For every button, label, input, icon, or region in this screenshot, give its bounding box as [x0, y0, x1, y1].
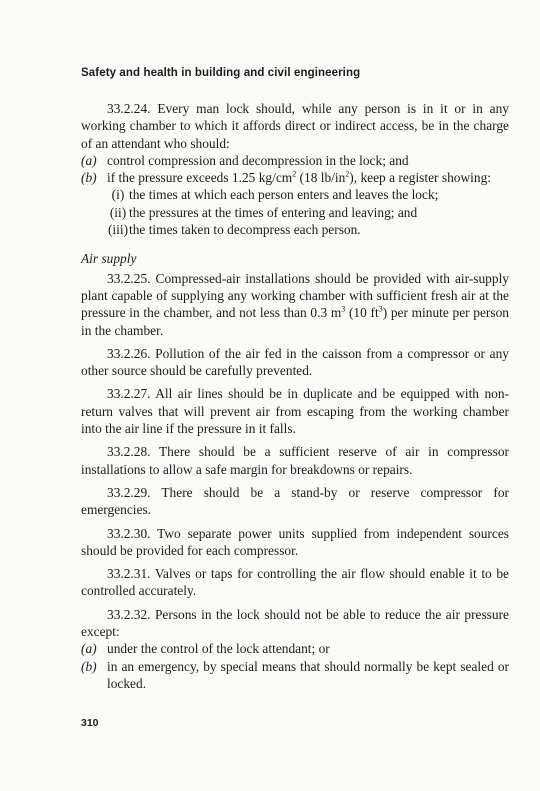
superscript: 2 — [292, 169, 297, 179]
list-item-text: (18 lb/in — [296, 170, 346, 186]
superscript: 3 — [341, 304, 346, 314]
paragraph-33-2-26: 33.2.26. Pollution of the air fed in the caisson from a compressor or any other source should be carefully prevented. — [81, 345, 509, 379]
list-item-text: ), keep a register — [349, 170, 439, 186]
paragraph-33-2-24: 33.2.24. Every man lock should, while any person is in it or in any working chamber to which it affords direct or indirect access, be in the charge of an attendant who should: — [81, 101, 509, 151]
list-item-text: control compression and decompression in the lock; and — [107, 152, 409, 168]
page-number: 310 — [81, 717, 99, 729]
paragraph-33-2-29: 33.2.29. There should be a stand-by or reserve compressor for emergencies. — [81, 484, 509, 518]
list2-item-b — [81, 658, 509, 693]
sub-item-iii — [107, 221, 509, 238]
list2-item-a — [81, 640, 509, 657]
sub-item-text: the pressures at the times of entering and leaving; and — [129, 204, 418, 220]
running-head: Safety and health in building and civil engineering — [81, 67, 361, 79]
superscript: 2 — [345, 169, 350, 179]
sub-item-text: the times at which each person enters and leaves the lock; — [129, 187, 439, 203]
paragraph-33-2-25 — [81, 270, 509, 339]
sub-item-text: the times taken to decompress each person. — [129, 222, 361, 238]
list-item-text: if the pressure exceeds 1.25 kg/cm — [107, 170, 293, 186]
paragraph-33-2-32: 33.2.32. Persons in the lock should not be able to reduce the air pressure except: — [81, 606, 509, 640]
list-marker: (a) — [81, 152, 97, 168]
list-item-b — [81, 169, 509, 186]
sub-list — [107, 186, 509, 238]
sub-list-marker: (iii) — [107, 222, 129, 238]
sub-item-ii — [107, 204, 509, 221]
section-heading-air-supply: Air supply — [81, 251, 137, 267]
list-marker: (b) — [81, 658, 97, 674]
paragraph-33-2-28: 33.2.28. There should be a sufficient reserve of air in compressor installations to allow a safe margin for breakdowns or repairs. — [81, 444, 509, 477]
body-text — [81, 100, 509, 692]
sub-list-marker: (i) — [111, 187, 125, 203]
list-item-text: in an emergency, by special means that should normally be kept sealed or locked. — [107, 658, 509, 691]
sub-list-marker: (ii) — [109, 204, 127, 220]
paragraph-text: ) per minute per person in the chamber. — [81, 305, 509, 338]
paragraph-33-2-27: 33.2.27. All air lines should be in duplicate and be equipped with non-return valves that will prevent air from escaping from the working chamber into the air line if the pressure in it falls. — [81, 386, 509, 437]
paragraph-text: (10 ft — [345, 305, 379, 321]
paragraph-33-2-31: 33.2.31. Valves or taps for controlling the air flow should enable it to be controlled accurately. — [81, 566, 509, 599]
list-marker: (b) — [81, 170, 97, 186]
paragraph-33-2-30: 33.2.30. Two separate power units supplied from independent sources should be provided for each compressor. — [81, 525, 509, 558]
sub-item-i — [107, 186, 509, 203]
list-item-text: under the control of the lock attendant; or — [107, 641, 330, 657]
paragraph-text: 33.2.25. Compressed-air installations should be provided with air-supply plant capable of supplying any working chamber with sufficient fresh air at the pressure in the chamber, and not less than 0.3 m — [81, 270, 509, 321]
list-item-continuation: showing: — [441, 170, 491, 186]
list-marker: (a) — [81, 641, 97, 657]
superscript: 3 — [378, 304, 383, 314]
list-item-a — [81, 152, 509, 169]
